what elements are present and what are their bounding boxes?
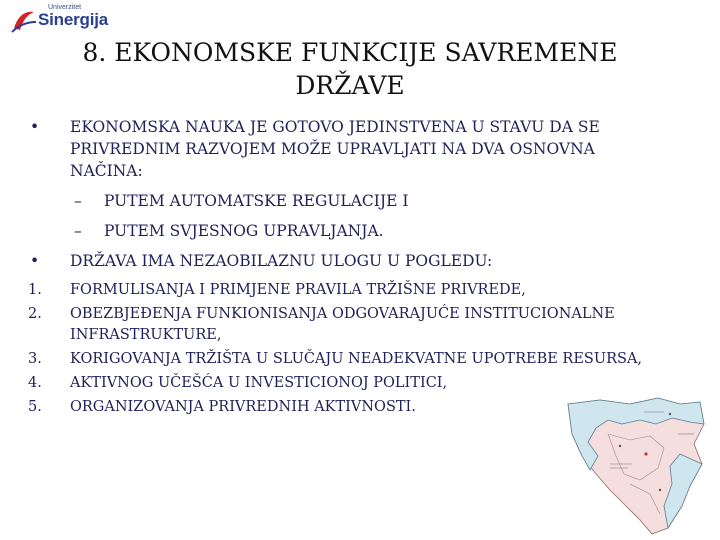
numbered-item [28,373,668,394]
numbered-item [28,280,668,301]
sub-bullet-item [28,220,668,242]
logo-wordmark: Sinergija [38,10,109,29]
slide-body [28,116,668,421]
number-marker: 5. [28,399,42,415]
numbered-text: ORGANIZOVANJA PRIVREDNIH AKTIVNOSTI. [70,399,416,415]
number-marker: 4. [28,375,42,391]
numbered-text: OBEZBJEĐENJA FUNKIONISANJA ODGOVARAJUĆE INSTITUCIONALNE INFRASTRUKTURE, [70,306,615,343]
numbered-text: FORMULISANJA I PRIMJENE PRAVILA TRŽIŠNE PRIVREDE, [70,282,526,298]
country-map-image [560,394,710,538]
bullet-marker: • [30,118,40,136]
sub-bullet-text: PUTEM SVJESNOG UPRAVLJANJA. [104,222,384,240]
slide-title: 8. EKONOMSKE FUNKCIJE SAVREMENE DRŽAVE [82,38,618,100]
numbered-text: AKTIVNOG UČEŠĆA U INVESTICIONOJ POLITICI, [70,375,448,391]
bullet-text: DRŽAVA IMA NEZAOBILAZNU ULOGU U POGLEDU: [70,252,493,270]
bullet-item [28,116,668,182]
sub-bullet-item [28,190,668,212]
bullet-marker: • [30,252,40,270]
university-logo [8,2,109,36]
bullet-text: EKONOMSKA NAUKA JE GOTOVO JEDINSTVENA U STAVU DA SE PRIVREDNIM RAZVOJEM MOŽE UPRAVLJATI NA DVA OSNOVNA NAČINA: [70,118,600,180]
dash-marker: – [74,222,82,240]
number-marker: 3. [28,351,42,367]
logo-emblem-icon [10,8,38,34]
number-marker: 1. [28,282,42,298]
logo-subtitle: Univerzitet [48,4,82,11]
bullet-item [28,250,668,272]
dash-marker: – [74,192,82,210]
number-marker: 2. [28,306,42,322]
sub-bullet-text: PUTEM AUTOMATSKE REGULACIJE I [104,192,409,210]
numbered-text: KORIGOVANJA TRŽIŠTA U SLUČAJU NEADEKVATNE UPOTREBE RESURSA, [70,351,643,367]
numbered-item [28,349,668,370]
numbered-item [28,304,668,346]
